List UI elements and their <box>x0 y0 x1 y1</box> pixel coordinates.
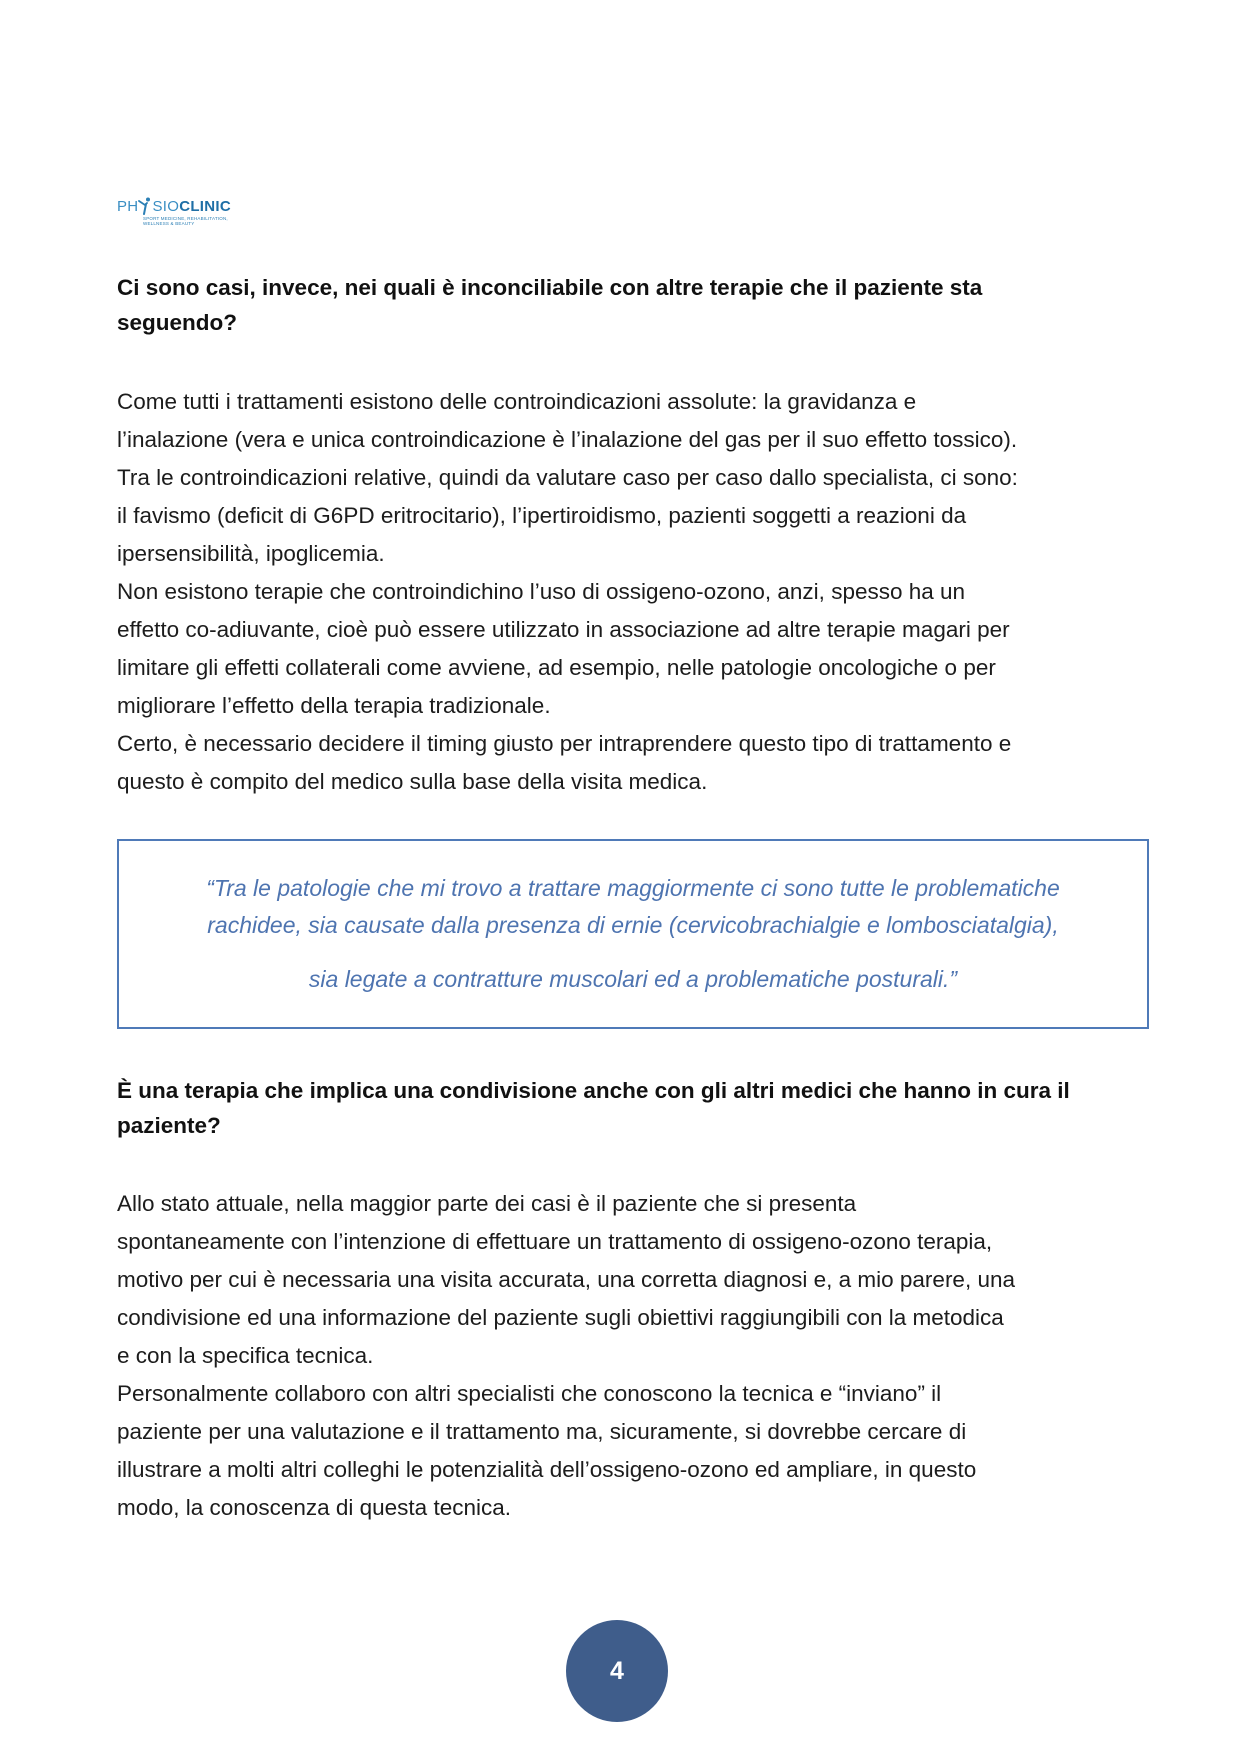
paragraph-line: motivo per cui è necessaria una visita accurata, una corretta diagnosi e, a mio parere, una <box>117 1267 1015 1292</box>
heading-line: Ci sono casi, invece, nei quali è inconciliabile con altre terapie che il paziente sta <box>117 275 983 300</box>
logo-prefix: PH <box>117 198 139 215</box>
logo-bold: CLINIC <box>179 198 231 215</box>
paragraph-line: paziente per una valutazione e il trattamento ma, sicuramente, si dovrebbe cercare di <box>117 1419 967 1444</box>
paragraph-line: ipersensibilità, ipoglicemia. <box>117 541 385 566</box>
heading-line: È una terapia che implica una condivisione anche con gli altri medici che hanno in cura il <box>117 1078 1070 1103</box>
quote-line: rachidee, sia causate dalla presenza di ernie (cervicobrachialgie e lombosciatalgia), <box>207 912 1059 938</box>
pull-quote-box <box>117 839 1149 1029</box>
quote-line: “Tra le patologie che mi trovo a trattare maggiormente ci sono tutte le problematiche <box>206 875 1060 901</box>
paragraph-line: questo è compito del medico sulla base della visita medica. <box>117 769 708 794</box>
page-number-badge <box>566 1620 668 1722</box>
paragraph-line: Personalmente collaboro con altri specialisti che conoscono la tecnica e “inviano” il <box>117 1381 942 1406</box>
paragraph-line: Come tutti i trattamenti esistono delle controindicazioni assolute: la gravidanza e <box>117 389 917 414</box>
paragraph-line: spontaneamente con l’intenzione di effettuare un trattamento di ossigeno-ozono terapia, <box>117 1229 993 1254</box>
logo-tagline: SPORT MEDICINE, REHABILITATION, WELLNESS & BEAUTY <box>143 216 228 226</box>
paragraph-line: migliorare l’effetto della terapia tradizionale. <box>117 693 551 718</box>
section2-paragraph <box>117 1185 1127 1527</box>
paragraph-line: limitare gli effetti collaterali come avviene, ad esempio, nelle patologie oncologiche o per <box>117 655 996 680</box>
paragraph-line: e con la specifica tecnica. <box>117 1343 374 1368</box>
heading-line: paziente? <box>117 1113 221 1138</box>
paragraph-line: effetto co-adiuvante, cioè può essere utilizzato in associazione ad altre terapie magari per <box>117 617 1010 642</box>
section1-heading <box>117 270 1117 340</box>
paragraph-line: Non esistono terapie che controindichino l’uso di ossigeno-ozono, anzi, spesso ha un <box>117 579 966 604</box>
heading-line: seguendo? <box>117 310 238 335</box>
section1-paragraph <box>117 383 1127 801</box>
paragraph-line: l’inalazione (vera e unica controindicazione è l’inalazione del gas per il suo effetto tossico). <box>117 427 1018 452</box>
quote-line: sia legate a contratture muscolari ed a problematiche posturali.” <box>308 966 958 992</box>
physioclinic-logo <box>117 197 257 233</box>
paragraph-line: condivisione ed una informazione del paziente sugli obiettivi raggiungibili con la metodica <box>117 1305 1004 1330</box>
page-number: 4 <box>610 1656 624 1685</box>
paragraph-line: Tra le controindicazioni relative, quindi da valutare caso per caso dallo specialista, ci sono: <box>117 465 1018 490</box>
paragraph-line: il favismo (deficit di G6PD eritrocitario), l’ipertiroidismo, pazienti soggetti a reazioni da <box>117 503 967 528</box>
paragraph-line: modo, la conoscenza di questa tecnica. <box>117 1495 511 1520</box>
paragraph-line: illustrare a molti altri colleghi le potenzialità dell’ossigeno-ozono ed ampliare, in questo <box>117 1457 977 1482</box>
logo-wordmark <box>117 197 231 215</box>
logo-suffix: SIO <box>152 198 180 215</box>
paragraph-line: Certo, è necessario decidere il timing giusto per intraprendere questo tipo di trattamento e <box>117 731 1012 756</box>
athlete-figure-icon <box>138 197 152 215</box>
paragraph-line: Allo stato attuale, nella maggior parte dei casi è il paziente che si presenta <box>117 1191 857 1216</box>
section2-heading <box>117 1073 1117 1143</box>
